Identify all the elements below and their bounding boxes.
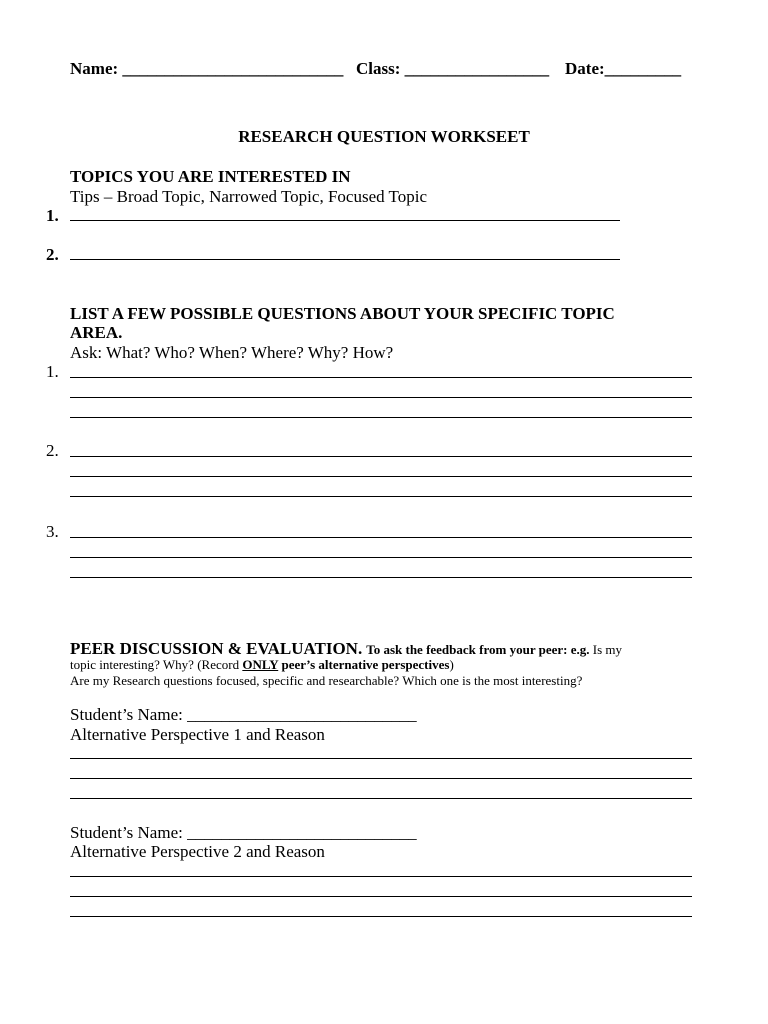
name-field-label: Name: __________________________ xyxy=(70,59,344,78)
question-2-line-2[interactable] xyxy=(70,476,692,477)
question-3-line-1[interactable] xyxy=(70,537,692,538)
questions-heading-line2: AREA. xyxy=(70,323,123,342)
topic-answer-line-2[interactable] xyxy=(70,259,620,260)
questions-heading-line1: LIST A FEW POSSIBLE QUESTIONS ABOUT YOUR SPECIFIC TOPIC xyxy=(70,304,615,323)
question-2-line-1[interactable] xyxy=(70,456,692,457)
question-number-3: 3. xyxy=(46,522,59,541)
question-1-line-3[interactable] xyxy=(70,417,692,418)
peer-line2-pre: topic interesting? Why? (Record xyxy=(70,657,243,672)
question-number-1: 1. xyxy=(46,362,59,381)
peer-discussion-heading: PEER DISCUSSION & EVALUATION. xyxy=(70,639,363,658)
peer-discussion-intro-line1 xyxy=(70,639,622,659)
question-3-line-2[interactable] xyxy=(70,557,692,558)
topics-tips: Tips – Broad Topic, Narrowed Topic, Focused Topic xyxy=(70,187,428,206)
peer-line2-post: ) xyxy=(449,657,454,672)
peer-discussion-intro-line2 xyxy=(70,657,454,673)
alt-perspective-label-2: Alternative Perspective 2 and Reason xyxy=(70,842,325,861)
date-field-label: Date:_________ xyxy=(565,59,682,78)
topic-number-1: 1. xyxy=(46,206,59,225)
perspective-1-line-1[interactable] xyxy=(70,758,692,759)
perspective-2-line-3[interactable] xyxy=(70,916,692,917)
question-1-line-2[interactable] xyxy=(70,397,692,398)
question-2-line-3[interactable] xyxy=(70,496,692,497)
topics-heading: TOPICS YOU ARE INTERESTED IN xyxy=(70,167,351,186)
alt-perspective-label-1: Alternative Perspective 1 and Reason xyxy=(70,725,325,744)
perspective-1-line-3[interactable] xyxy=(70,798,692,799)
perspective-2-line-1[interactable] xyxy=(70,876,692,877)
question-3-line-3[interactable] xyxy=(70,577,692,578)
peer-intro-rest: Is my xyxy=(589,642,622,657)
peer-line2-only: ONLY xyxy=(242,657,279,672)
perspective-2-line-2[interactable] xyxy=(70,896,692,897)
page-title: RESEARCH QUESTION WORKSEET xyxy=(238,127,530,146)
student-name-label-2: Student’s Name: ___________________________ xyxy=(70,823,417,842)
peer-line2-bold: peer’s alternative perspectives xyxy=(278,657,450,672)
perspective-1-line-2[interactable] xyxy=(70,778,692,779)
class-field-label: Class: _________________ xyxy=(356,59,550,78)
question-number-2: 2. xyxy=(46,441,59,460)
student-name-label-1: Student’s Name: ___________________________ xyxy=(70,705,417,724)
topic-answer-line-1[interactable] xyxy=(70,220,620,221)
questions-ask-prompt: Ask: What? Who? When? Where? Why? How? xyxy=(70,343,394,362)
peer-discussion-intro-line3: Are my Research questions focused, specific and researchable? Which one is the most interesting? xyxy=(70,673,583,688)
question-1-line-1[interactable] xyxy=(70,377,692,378)
peer-intro-bold: To ask the feedback from your peer: e.g. xyxy=(366,642,590,657)
topic-number-2: 2. xyxy=(46,245,59,264)
